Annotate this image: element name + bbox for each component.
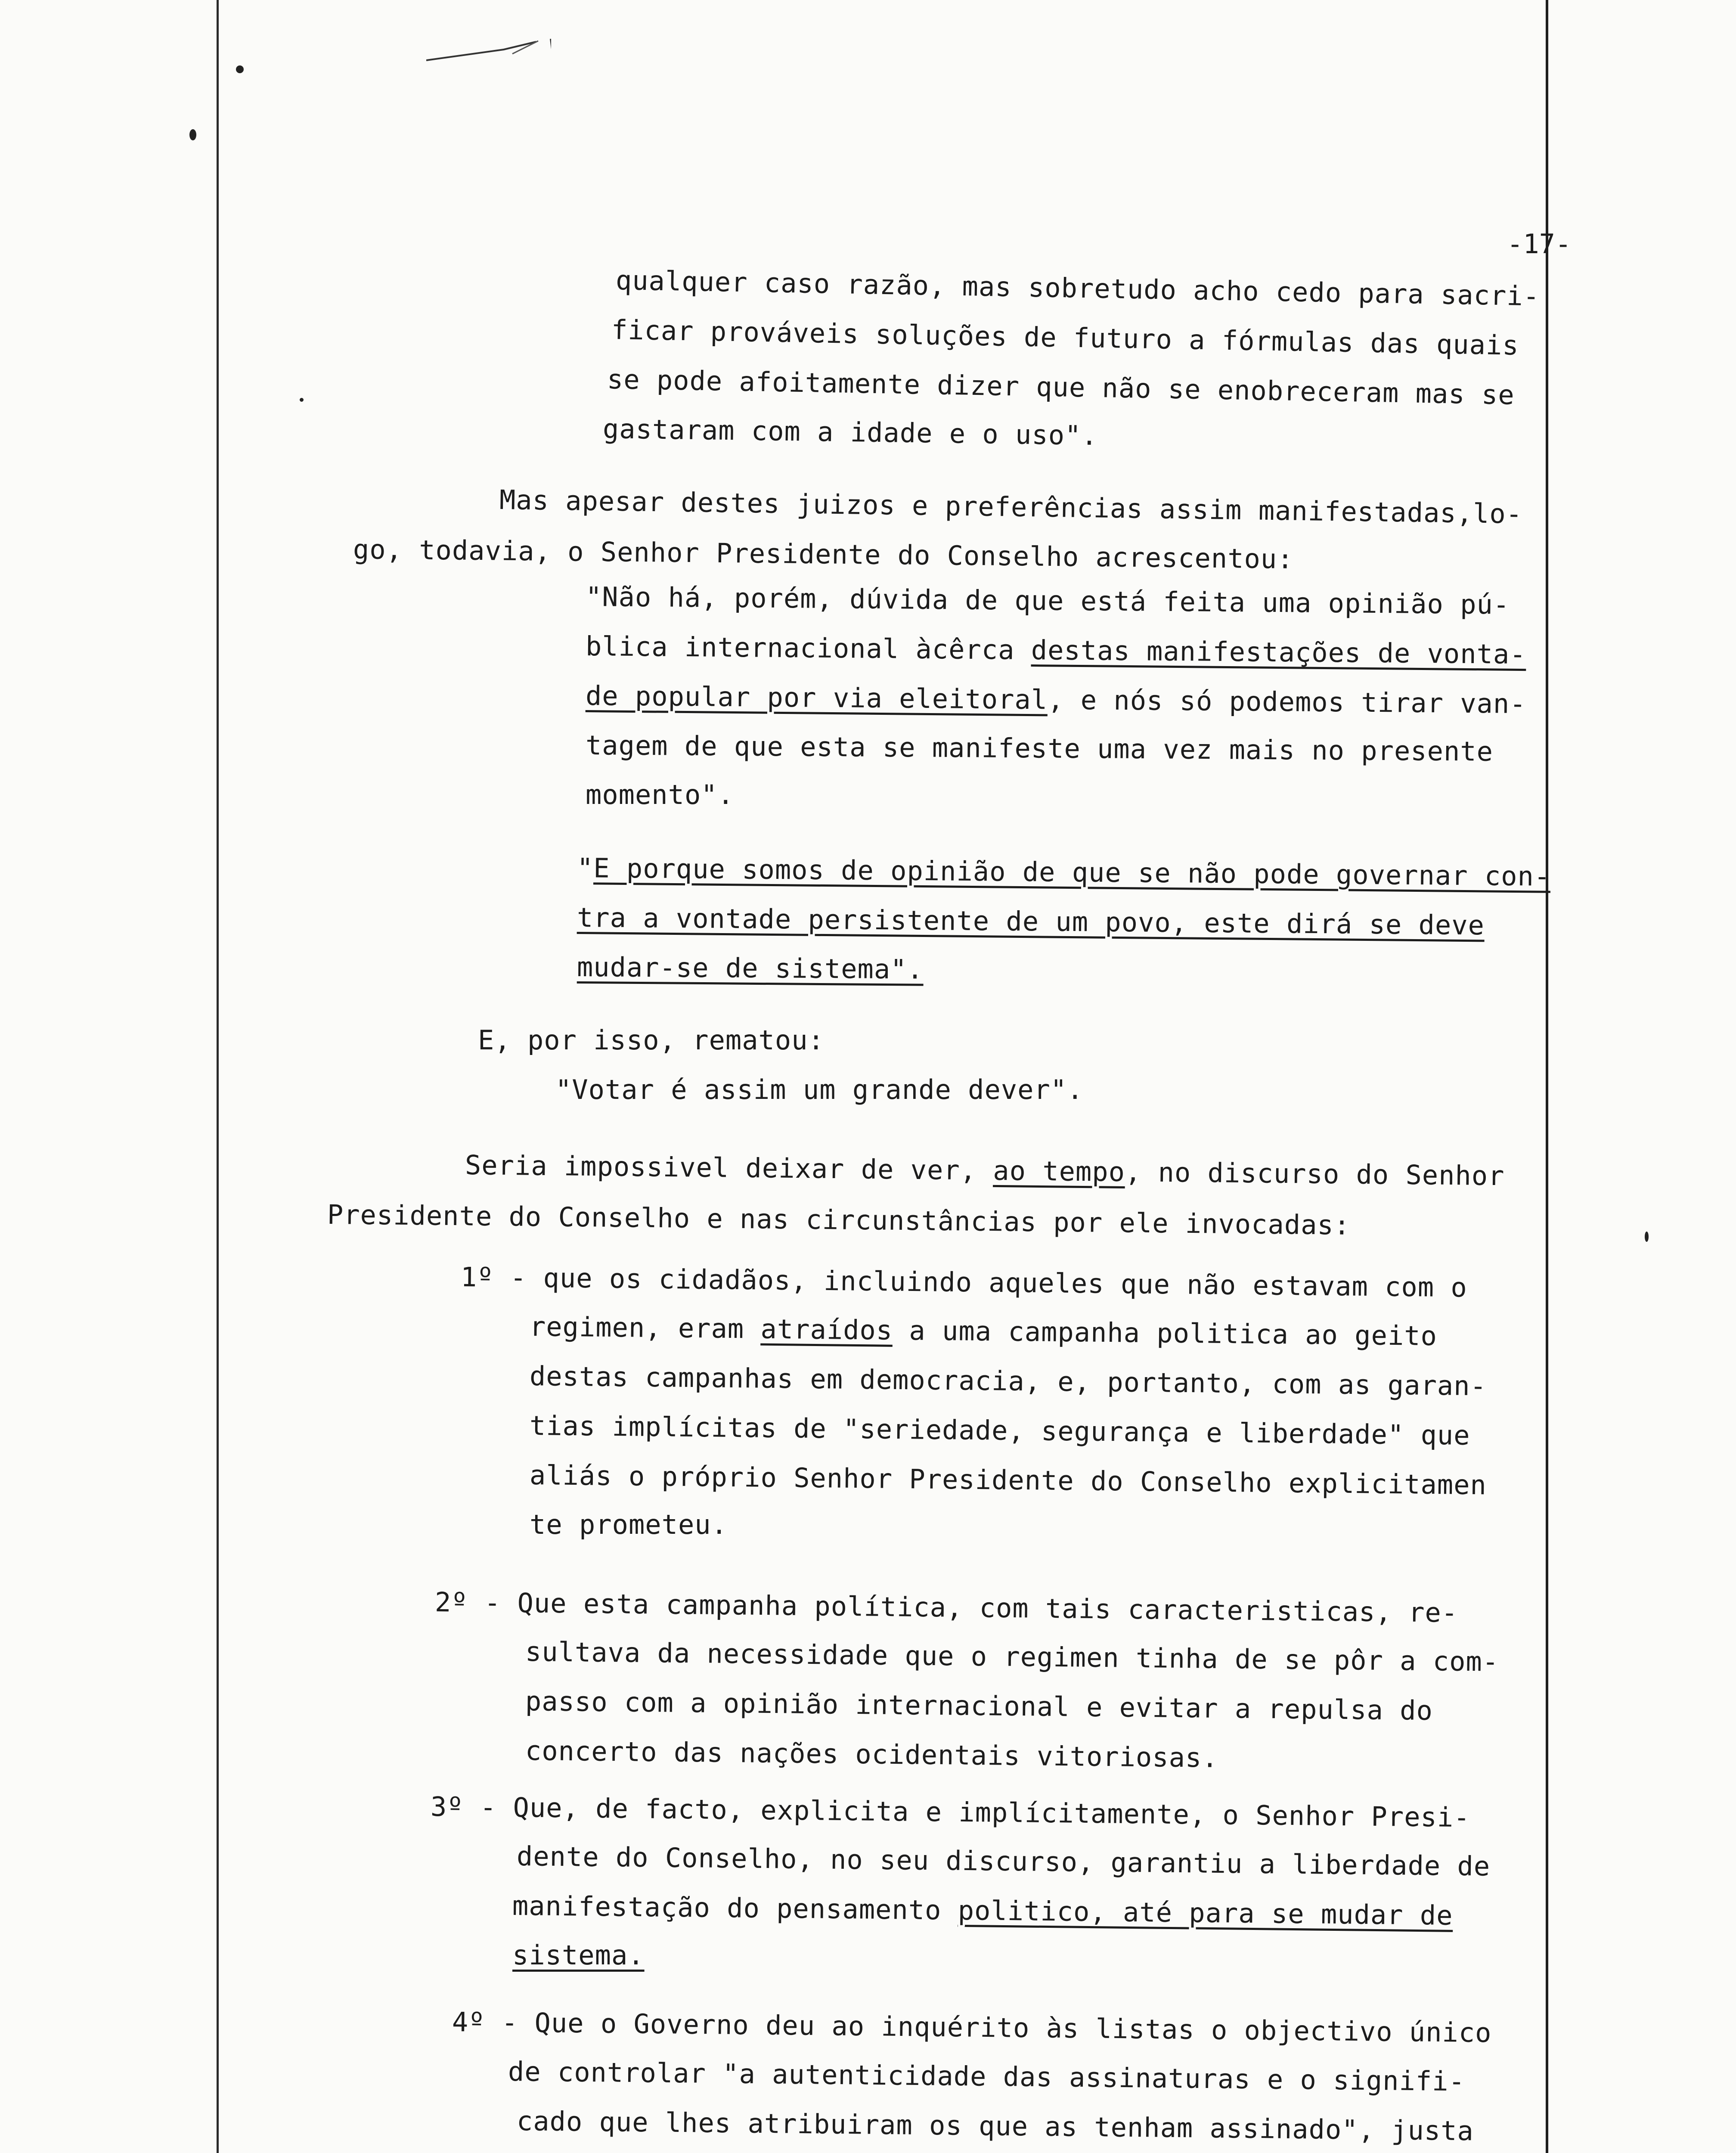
underlined-text: ao tempo [993, 1154, 1125, 1188]
text-span: Mas apesar destes juizos e preferências assim manifestadas,lo- [499, 484, 1523, 530]
text-span: manifestação do pensamento [512, 1890, 958, 1926]
underlined-text: de popular por via eleitoral [585, 680, 1048, 716]
text-line [555, 1076, 1083, 1103]
text-line [499, 484, 1523, 530]
text-span: Presidente do Conselho e nas circunstâncias por ele invocadas: [327, 1199, 1351, 1241]
text-span: blica internacional àcêrca [585, 630, 1032, 666]
text-line [585, 680, 1526, 720]
text-line [478, 1024, 825, 1056]
text-span: tagem de que esta se manifeste uma vez mais no presente [585, 729, 1494, 767]
underlined-text: tra a vontade persistente de um povo, este dirá se deve [577, 902, 1485, 941]
text-line [530, 1412, 1470, 1449]
text-span: 3º - Que, de facto, explicita e implícitamente, o Senhor Presi- [430, 1791, 1470, 1833]
text-line [525, 1735, 1219, 1774]
text-span: , no discurso do Senhor [1125, 1156, 1505, 1192]
text-span: te prometeu. [530, 1509, 728, 1540]
text-line [327, 1201, 1351, 1239]
text-span: " [577, 852, 594, 884]
text-line [460, 1261, 1468, 1303]
text-span: passo com a opinião internacional e evitar a repulsa do [525, 1685, 1433, 1727]
underlined-text: atraídos [760, 1313, 893, 1346]
text-line [529, 1459, 1487, 1501]
ink-speck [236, 65, 244, 73]
text-line [512, 1892, 1453, 1929]
text-span: aliás o próprio Senhor Presidente do Conselho explicitamen [529, 1459, 1487, 1501]
text-line [586, 583, 1510, 618]
text-line [512, 1939, 645, 1971]
text-span: dente do Conselho, no seu discurso, garantiu a liberdade de [516, 1840, 1491, 1882]
text-line [452, 2006, 1492, 2049]
text-span: sultava da necessidade que o regimen tinha de se pôr a com- [525, 1636, 1499, 1678]
text-line [585, 630, 1526, 670]
left-margin-rule [217, 0, 219, 2153]
text-span: destas campanhas em democracia, e, portanto, com as garan- [529, 1360, 1487, 1402]
text-span: Seria impossivel deixar de ver, [465, 1149, 993, 1186]
page-number: -17- [1507, 228, 1572, 260]
text-line [611, 316, 1519, 359]
ink-speck [300, 398, 304, 402]
text-line [529, 1360, 1487, 1402]
text-line [577, 951, 924, 985]
text-line [434, 1586, 1458, 1629]
text-line [508, 2058, 1466, 2095]
text-line [431, 1793, 1470, 1831]
text-line [525, 1685, 1433, 1727]
pen-scratch-mark [426, 37, 551, 62]
underlined-text: mudar-se de sistema". [577, 951, 924, 985]
text-line [353, 536, 1294, 573]
text-span: de controlar "a autenticidade das assinaturas e o signifi- [508, 2056, 1466, 2097]
text-span: concerto das nações ocidentais vitoriosas. [525, 1735, 1219, 1774]
text-line [577, 852, 1551, 892]
text-span: ficar prováveis soluções de futuro a fórmulas das quais [611, 314, 1519, 361]
text-line [530, 1511, 728, 1538]
text-span: gastaram com a idade e o uso". [602, 413, 1098, 452]
text-span: momento". [586, 779, 734, 810]
text-span: a uma campanha politica ao geito [892, 1314, 1438, 1352]
underlined-text: politico, até para se mudar de [958, 1894, 1453, 1931]
text-span: , e nós só podemos tirar van- [1047, 684, 1526, 720]
text-span: qualquer caso razão, mas sobretudo acho cedo para sacri- [615, 264, 1540, 312]
text-line [516, 1840, 1491, 1882]
underlined-text: destas manifestações de vonta- [1031, 634, 1526, 670]
text-span: se pode afoitamente dizer que não se enobreceram mas se [607, 363, 1515, 411]
text-span: 4º - Que o Governo deu ao inquérito às listas o objectivo único [452, 2006, 1492, 2049]
text-span: 2º - Que esta campanha política, com tais caracteristicas, re- [434, 1586, 1458, 1629]
text-line [607, 363, 1515, 411]
text-line [615, 264, 1540, 312]
text-line [516, 2105, 1474, 2147]
text-line [602, 413, 1098, 452]
text-span: 1º - que os cidadãos, incluindo aqueles que não estavam com o [460, 1261, 1468, 1303]
text-span: cado que lhes atribuiram os que as tenham assinado", justa [516, 2105, 1474, 2147]
text-line [530, 1313, 1438, 1350]
text-line [577, 904, 1485, 939]
text-span: tias implícitas de "seriedade, segurança e liberdade" que [529, 1410, 1470, 1451]
ink-speck [189, 129, 196, 140]
text-span: E, por isso, rematou: [478, 1024, 825, 1056]
text-line [585, 729, 1494, 767]
underlined-text: E porque somos de opinião de que se não pode governar con- [593, 852, 1551, 892]
ink-speck [1645, 1232, 1649, 1242]
text-line [525, 1636, 1499, 1678]
right-margin-rule [1546, 0, 1548, 2153]
text-line [586, 779, 734, 810]
text-span: "Não há, porém, dúvida de que está feita uma opinião pú- [585, 581, 1510, 620]
text-span: "Votar é assim um grande dever". [555, 1074, 1084, 1105]
text-span: regimen, eram [529, 1311, 761, 1345]
text-span: go, todavia, o Senhor Presidente do Conselho acrescentou: [353, 534, 1294, 575]
underlined-text: sistema. [512, 1939, 645, 1971]
text-line [465, 1149, 1505, 1192]
